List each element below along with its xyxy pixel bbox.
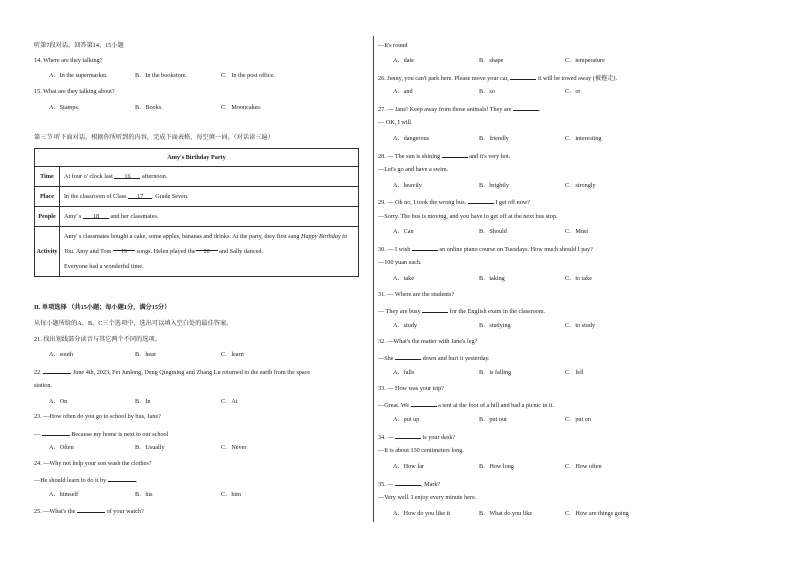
question-22-cont: station. [34,382,53,389]
column-divider [373,36,374,522]
q22-option-a[interactable]: A．On [49,398,68,405]
time-label: Time [35,167,60,187]
people-cell: Amy' s 18 and her classmates. [60,207,359,227]
place-label: Place [35,187,60,207]
q15-option-b[interactable]: B．Books. [135,104,163,111]
q21-option-a[interactable]: A．south [49,351,74,358]
q33-blank[interactable] [411,400,437,407]
q28-option-c[interactable]: C．strongly [565,182,596,189]
blank-20[interactable]: 20 [196,244,218,251]
q14-option-a[interactable]: A．In the supermarket. [49,72,108,79]
q23-blank[interactable] [42,429,70,436]
question-21: 21. 找出划线部分读音与其它两个不同的选项。 [34,336,161,343]
question-35: 35. — , Mark? [378,481,441,488]
birthday-party-table [34,148,359,277]
q31-option-c[interactable]: C．to study [565,322,596,329]
question-25-reply: —It's round [378,42,408,49]
place-cell: In the classroom of Class 17 . Grade Seven. [60,187,359,207]
q22-option-b[interactable]: B．In [135,398,151,405]
question-28: 28. — The sun is shining and it's very hot. [378,153,511,160]
question-27-reply: — OK, I will. [378,119,413,126]
q26-option-c[interactable]: C．or [565,88,581,95]
q21-option-b[interactable]: B．hear [135,351,156,358]
q25-option-c[interactable]: C．temperature [565,57,605,64]
question-29-reply: —Sorry. The bus is moving, and you have to get off at the next bus stop. [378,213,558,220]
question-34: 34. — is your desk? [378,434,456,441]
q22-option-c[interactable]: C．At [221,398,238,405]
q34-option-a[interactable]: A．How far [393,463,425,470]
q33-option-c[interactable]: C．put on [565,416,591,423]
q21-option-c[interactable]: C．learn [221,351,244,358]
question-24: 24. —Why not help your son wash the clothes? [34,460,152,467]
question-35-reply: —Very well. I enjoy every minute here. [378,494,477,501]
q29-option-a[interactable]: A．Can [393,228,414,235]
blank-19[interactable]: 19 [113,244,135,251]
q35-option-c[interactable]: C．How are things going [565,510,629,517]
q30-option-a[interactable]: A．take [393,275,414,282]
question-29: 29. — Oh no, I took the wrong bus. I get off now? [378,199,531,206]
q25-blank[interactable] [77,506,105,513]
q29-blank[interactable] [468,197,494,204]
question-30: 30. — I wish an online piano course on Tuesdays. How much should I pay? [378,246,593,253]
question-22: 22. June 4th, 2023, Fei Junlong, Deng Qingming and Zhang Lu returned to the earth from the space [34,369,311,376]
q31-option-a[interactable]: A．study [393,322,418,329]
blank-16[interactable]: 16 [114,172,140,179]
question-33-reply: —Great. We a tent at the foot of a hill and had a picnic in it. [378,402,554,409]
q29-option-c[interactable]: C．Must [565,228,589,235]
q24-option-a[interactable]: A．himself [49,491,79,498]
activity-label: Activity [35,227,60,277]
section-intro: 听第7段对话，回答第14、15小题 [34,42,124,49]
part-2-instructions: 从每小题所给的A、B、C三个选项中，选出可以填入空白处的最佳答案。 [34,320,233,327]
q23-option-a[interactable]: A．Often [49,444,74,451]
question-23: 23. —How often do you go to school by bus, Jane? [34,413,161,420]
q30-option-c[interactable]: C．to take [565,275,592,282]
question-33: 33. — How was your trip? [378,385,444,392]
question-34-reply: —It is about 130 centimeters long. [378,447,464,454]
q25-option-a[interactable]: A．date [393,57,414,64]
section-3-title: 第三节 听下面对话，根据你所听到的内容，完成下面表格，每空填一词。（对话读三遍） [34,134,274,141]
question-24-reply: —He should learn to do it by . [34,477,138,484]
q32-blank[interactable] [395,353,421,360]
q14-option-b[interactable]: B．In the bookstore. [135,72,188,79]
question-28-reply: —Let's go and have a swim. [378,166,449,173]
q34-option-b[interactable]: B．How long [479,463,514,470]
q34-option-c[interactable]: C．How often [565,463,602,470]
q35-blank[interactable] [395,479,421,486]
q25-option-b[interactable]: B．shape [479,57,504,64]
q32-option-c[interactable]: C．fell [565,369,584,376]
q24-blank[interactable] [108,475,136,482]
q27-option-b[interactable]: B．friendly [479,135,509,142]
question-27: 27. — Jane! Keep away from those animals! They are . [378,106,541,113]
people-label: People [35,207,60,227]
table-title: Amy's Birthday Party [35,149,359,167]
q31-option-b[interactable]: B．studying [479,322,511,329]
q23-option-c[interactable]: C．Never [221,444,247,451]
activity-cell: Amy' s classmates bought a cake, some apples, bananas and drinks. At the party, they first sang Happy Birthday to You. Amy and Tom 19 songs. Helen played the 20 and Sally danced. Everyone had a wonderful time. [60,227,359,277]
q26-blank[interactable] [510,73,536,80]
question-14: 14. Where are they talking? [34,57,103,64]
question-32: 32. —What's the matter with Jane's leg? [378,338,478,345]
q24-option-b[interactable]: B．his [135,491,153,498]
q24-option-c[interactable]: C．him [221,491,241,498]
q23-option-b[interactable]: B．Usually [135,444,165,451]
q33-option-a[interactable]: A．put up [393,416,420,423]
question-32-reply: —She down and hurt it yesterday. [378,355,490,362]
q27-option-c[interactable]: C．interesting [565,135,602,142]
q35-option-b[interactable]: B．What do you like [479,510,533,517]
q27-blank[interactable] [513,104,539,111]
q15-option-a[interactable]: A．Stamps. [49,104,80,111]
question-30-reply: —100 yuan each. [378,259,422,266]
question-26: 26. Jenny, you can't park here. Please move your car, it will be towed away (被拖走). [378,75,618,82]
blank-17[interactable]: 17 [128,192,152,199]
question-23-reply: — Because my home is next to our school [34,431,169,438]
blank-18[interactable]: 18 [83,212,109,219]
q28-option-b[interactable]: B．brightly [479,182,509,189]
q29-option-b[interactable]: B．Should [479,228,507,235]
q31-blank[interactable] [422,306,448,313]
q32-option-a[interactable]: A．falls [393,369,415,376]
q28-option-a[interactable]: A．heavily [393,182,422,189]
question-15: 15. What are they talking about? [34,88,115,95]
q32-option-b[interactable]: B．is falling [479,369,512,376]
question-25: 25. —What's the of your watch? [34,508,144,515]
q33-option-b[interactable]: B．put out [479,416,507,423]
q26-option-a[interactable]: A．and [393,88,413,95]
q30-option-b[interactable]: B．taking [479,275,505,282]
question-31: 31. — Where are the students? [378,291,455,298]
q35-option-a[interactable]: A．How do you like it [393,510,451,517]
q15-option-c[interactable]: C．Mooncakes. [221,104,262,111]
question-31-reply: — They are busy for the English exam in the classroom. [378,308,546,315]
time-cell: At four o' clock last 16 afternoon. [60,167,359,187]
q26-option-b[interactable]: B．so [479,88,495,95]
q28-blank[interactable] [442,151,468,158]
q30-blank[interactable] [412,244,438,251]
q27-option-a[interactable]: A．dangerous [393,135,430,142]
q14-option-c[interactable]: C．In the post office. [221,72,275,79]
q34-blank[interactable] [395,432,421,439]
part-2-title: II. 单项选择 （共15小题；每小题1分，满分15分） [34,304,171,311]
q22-blank[interactable] [43,367,71,374]
